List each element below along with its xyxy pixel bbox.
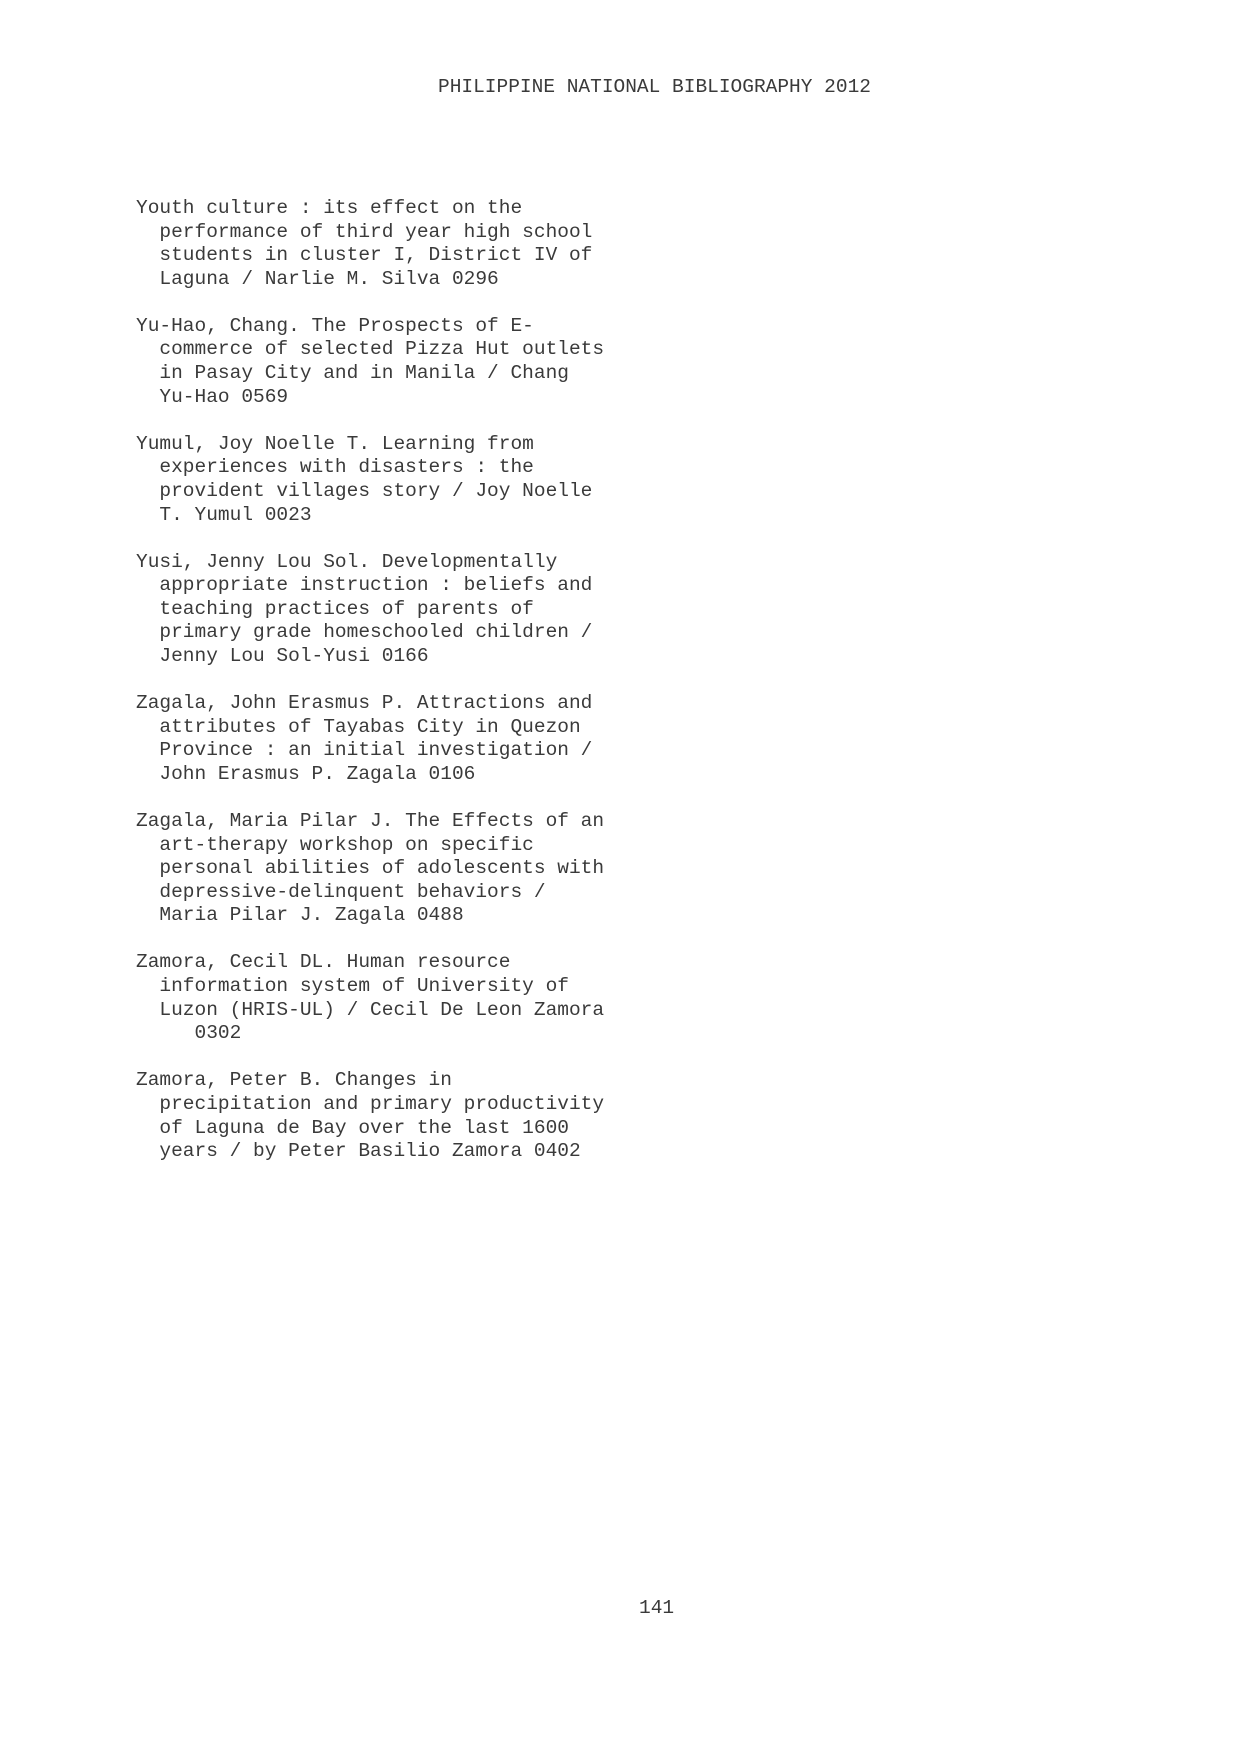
entry-line: Laguna / Narlie M. Silva 0296 [136, 267, 499, 290]
entry-line: Maria Pilar J. Zagala 0488 [136, 904, 464, 927]
bibliography-entry [136, 433, 696, 527]
bibliography-entry [136, 197, 696, 291]
entry-line: Zamora, Peter B. Changes in [136, 1069, 452, 1092]
entry-line: in Pasay City and in Manila / Chang [136, 362, 569, 385]
entry-line: teaching practices of parents of [136, 597, 534, 620]
entry-line: Zagala, Maria Pilar J. The Effects of an [136, 809, 605, 832]
entry-line: Yu-Hao, Chang. The Prospects of E- [136, 314, 534, 337]
entry-line: depressive-delinquent behaviors / [136, 880, 546, 903]
entry-line: Zagala, John Erasmus P. Attractions and [136, 692, 593, 715]
entry-line: primary grade homeschooled children / [136, 621, 593, 644]
entry-line: attributes of Tayabas City in Quezon [136, 715, 581, 738]
bibliography-entry [136, 551, 696, 669]
entry-line: Yumul, Joy Noelle T. Learning from [136, 432, 534, 455]
running-header: PHILIPPINE NATIONAL BIBLIOGRAPHY 2012 [438, 76, 871, 98]
entry-line: information system of University of [136, 975, 569, 998]
entry-line: years / by Peter Basilio Zamora 0402 [136, 1140, 581, 1163]
entry-line: appropriate instruction : beliefs and [136, 574, 593, 597]
bibliography-entry [136, 951, 696, 1045]
bibliography-entry [136, 692, 696, 786]
entry-line: students in cluster I, District IV of [136, 244, 593, 267]
entry-line: 0302 [136, 1022, 242, 1045]
entry-line: Youth culture : its effect on the [136, 197, 523, 219]
entry-line: performance of third year high school [136, 220, 593, 243]
entry-line: provident villages story / Joy Noelle [136, 479, 593, 502]
entry-line: art-therapy workshop on specific [136, 833, 534, 856]
bibliography-entries [136, 197, 696, 1187]
bibliography-entry [136, 810, 696, 928]
entry-line: personal abilities of adolescents with [136, 857, 605, 880]
bibliography-entry [136, 315, 696, 409]
entry-line: commerce of selected Pizza Hut outlets [136, 338, 605, 361]
entry-line: T. Yumul 0023 [136, 503, 312, 526]
entry-line: Yu-Hao 0569 [136, 385, 289, 408]
entry-line: experiences with disasters : the [136, 456, 534, 479]
entry-line: precipitation and primary productivity [136, 1092, 605, 1115]
entry-line: of Laguna de Bay over the last 1600 [136, 1116, 569, 1139]
entry-line: Zamora, Cecil DL. Human resource [136, 951, 511, 974]
entry-line: Yusi, Jenny Lou Sol. Developmentally [136, 550, 558, 573]
entry-line: Jenny Lou Sol-Yusi 0166 [136, 645, 429, 667]
entry-line: Luzon (HRIS-UL) / Cecil De Leon Zamora [136, 998, 605, 1021]
page-number: 141 [639, 1597, 675, 1619]
entry-line: John Erasmus P. Zagala 0106 [136, 762, 476, 785]
bibliography-entry [136, 1069, 696, 1163]
entry-line: Province : an initial investigation / [136, 739, 593, 762]
